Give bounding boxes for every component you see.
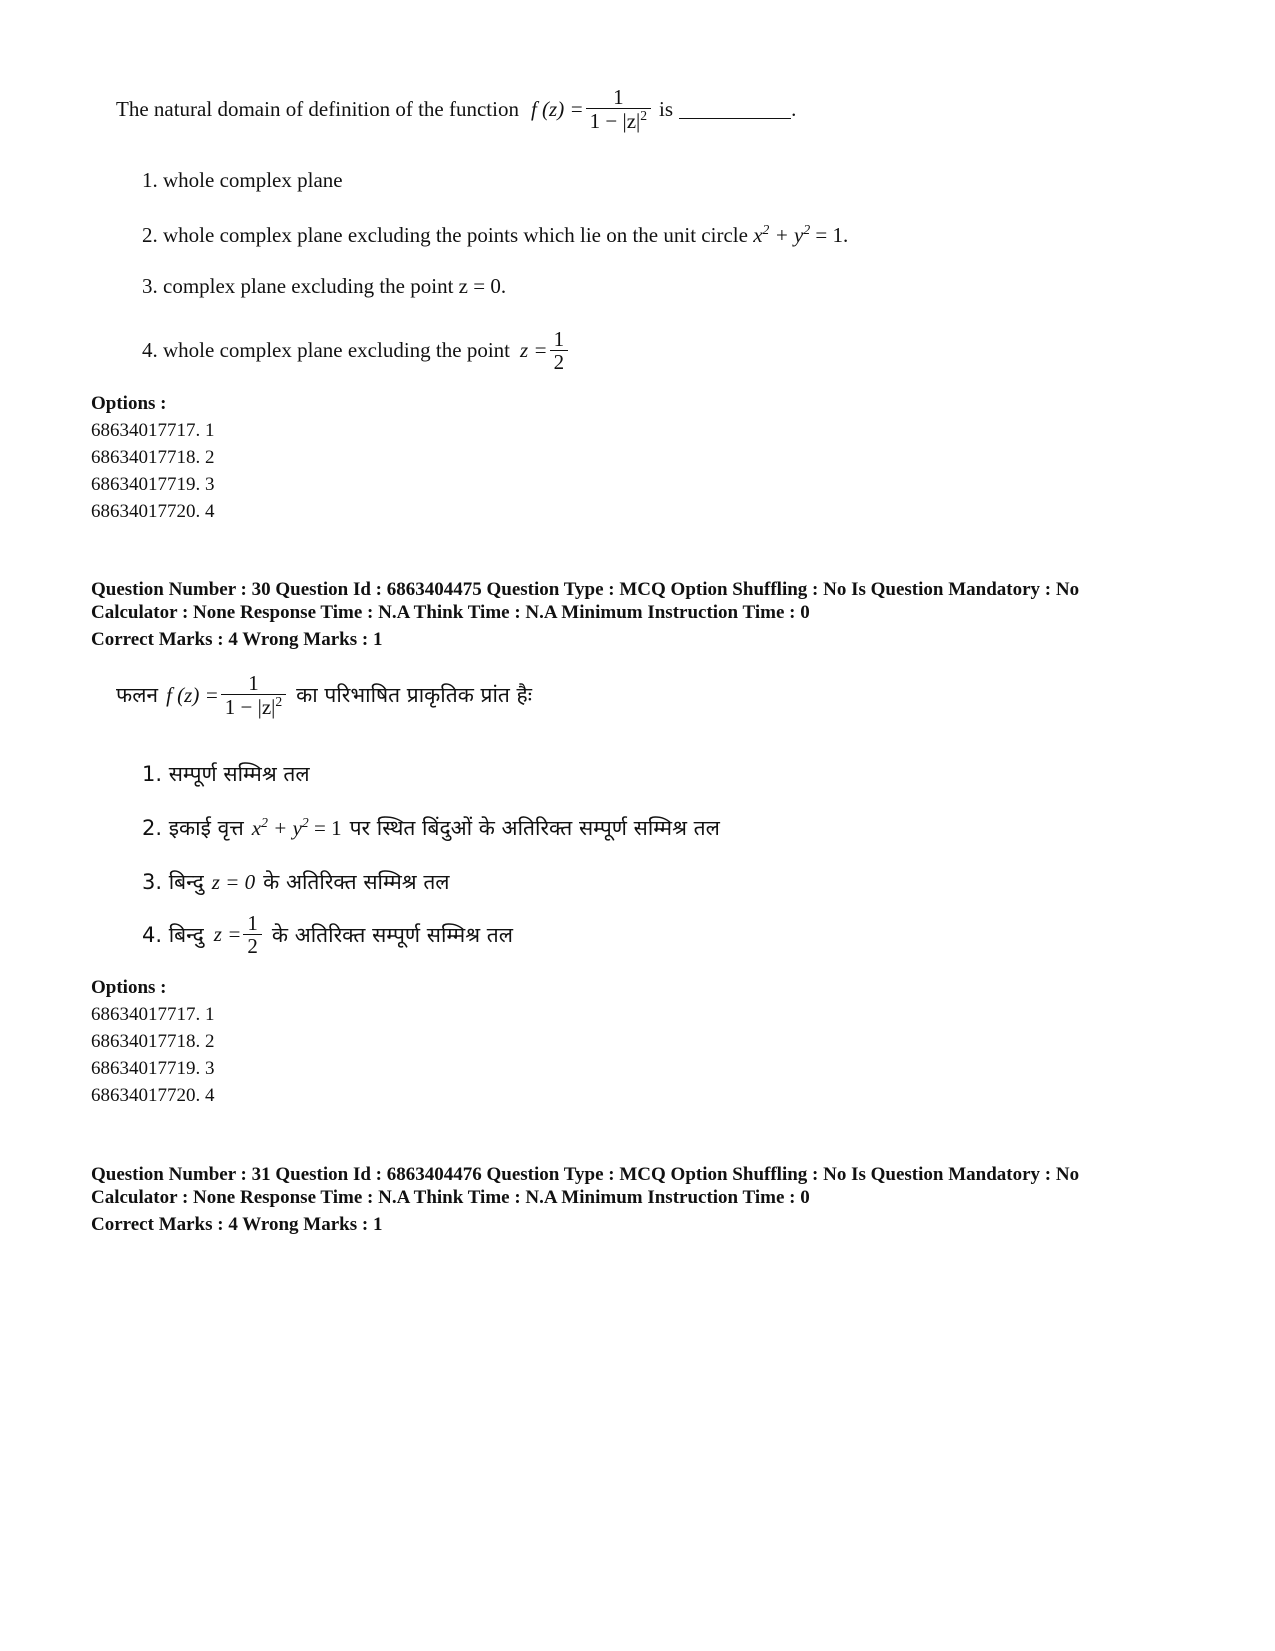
q29-stem-prefix: The natural domain of definition of the function (116, 96, 519, 121)
q29-fraction-denominator (586, 109, 651, 132)
q30-meta-line-1: Question Number : 30 Question Id : 6863404475 Question Type : MCQ Option Shuffling : No Is Question Mandatory : No (91, 579, 1080, 600)
q30-meta-line-2: Calculator : None Response Time : N.A Think Time : N.A Minimum Instruction Time : 0 (91, 602, 810, 623)
q29-choice-4-z: z = (520, 338, 548, 363)
q30-c2-exp2: 2 (301, 815, 309, 830)
q29-choice-3: 3. complex plane excluding the point z = 0. (142, 274, 507, 298)
q29-option-2: 68634017718. 2 (91, 447, 215, 468)
q31-meta-line-1: Question Number : 31 Question Id : 6863404476 Question Type : MCQ Option Shuffling : No Is Question Mandatory : No (91, 1164, 1080, 1185)
q30-choice-4-suffix: के अतिरिक्त सम्पूर्ण सम्मिश्र तल (271, 922, 513, 947)
q31-meta-line-3: Correct Marks : 4 Wrong Marks : 1 (91, 1214, 383, 1235)
q30-c4-num: 1 (247, 911, 258, 935)
q30-option-4: 68634017720. 4 (91, 1085, 215, 1106)
q30-c2-exp1: 2 (261, 815, 268, 830)
q29-choice-2 (142, 222, 848, 248)
q30-choice-2-math (252, 815, 342, 841)
q30-stem (116, 672, 532, 718)
q30-fraction-numerator: 1 (248, 671, 259, 695)
q30-stem-suffix: का परिभाषित प्राकृतिक प्रांत हैः (296, 683, 532, 708)
q30-choice-4 (142, 912, 513, 957)
q30-choice-1: 1. सम्पूर्ण सम्मिश्र तल (142, 762, 310, 786)
q30-den-exp: 2 (275, 694, 283, 710)
q30-choice-4-fraction (243, 912, 262, 957)
q29-den-exp: 2 (640, 108, 648, 124)
q30-choice-4-z: z = (213, 922, 242, 947)
q29-c4-num: 1 (553, 327, 565, 351)
q29-choice-2-text: 2. whole complex plane excluding the points which lie on the unit circle (142, 223, 748, 247)
q30-option-2: 68634017718. 2 (91, 1031, 215, 1052)
q30-choice-3-suffix: के अतिरिक्त सम्मिश्र तल (263, 870, 450, 894)
q29-choice-4-text: 4. whole complex plane excluding the point (142, 338, 510, 363)
q29-c2-exp2: 2 (803, 222, 811, 237)
q29-option-3: 68634017719. 3 (91, 474, 215, 495)
q30-choice-2 (142, 814, 720, 842)
q30-function-lhs: f (z) = (166, 682, 219, 707)
q29-option-1: 68634017717. 1 (91, 420, 215, 441)
q29-c2-y: + y (769, 223, 804, 247)
q29-options-label: Options : (91, 393, 167, 414)
q29-c2-exp1: 2 (762, 222, 770, 237)
q30-den-text: 1 − |z| (224, 695, 276, 720)
q30-choice-3-math: z = 0 (211, 870, 256, 894)
q30-options-label: Options : (91, 977, 167, 998)
q29-stem-end: . (791, 96, 797, 121)
q29-stem (116, 86, 796, 132)
q29-den-text: 1 − |z| (589, 109, 641, 134)
q29-fraction-numerator: 1 (613, 85, 624, 109)
q29-c2-x: x (753, 223, 763, 247)
q29-answer-blank (679, 100, 791, 119)
q30-c2-y: + y (267, 816, 302, 840)
q29-choice-4-fraction (550, 328, 569, 373)
q30-option-3: 68634017719. 3 (91, 1058, 215, 1079)
q30-meta-line-3: Correct Marks : 4 Wrong Marks : 1 (91, 629, 383, 650)
q29-choice-4 (142, 328, 570, 373)
q29-choice-2-math (753, 223, 848, 247)
q30-choice-3-prefix: 3. बिन्दु (142, 870, 204, 894)
q30-c2-eq: = 1 (308, 816, 342, 840)
q30-function-fraction (221, 672, 286, 718)
q30-choice-4-prefix: 4. बिन्दु (142, 922, 204, 947)
q29-option-4: 68634017720. 4 (91, 501, 215, 522)
q30-fraction-denominator (221, 695, 286, 718)
q29-function-lhs: f (z) = (530, 96, 584, 121)
q29-choice-1: 1. whole complex plane (142, 168, 343, 192)
q30-choice-2-prefix: 2. इकाई वृत्त (142, 816, 244, 840)
q29-c2-eq: = 1. (810, 223, 849, 247)
q30-stem-prefix: फलन (116, 683, 159, 708)
q30-c2-x: x (251, 816, 262, 840)
q30-c4-den: 2 (247, 934, 258, 959)
q30-choice-3 (142, 868, 450, 896)
q30-choice-2-suffix: पर स्थित बिंदुओं के अतिरिक्त सम्पूर्ण सम्मिश्र तल (349, 816, 720, 840)
q29-stem-suffix: is (659, 96, 674, 121)
q30-option-1: 68634017717. 1 (91, 1004, 215, 1025)
q29-function-fraction (586, 86, 651, 132)
q31-meta-line-2: Calculator : None Response Time : N.A Think Time : N.A Minimum Instruction Time : 0 (91, 1187, 810, 1208)
q29-c4-den: 2 (553, 350, 565, 375)
